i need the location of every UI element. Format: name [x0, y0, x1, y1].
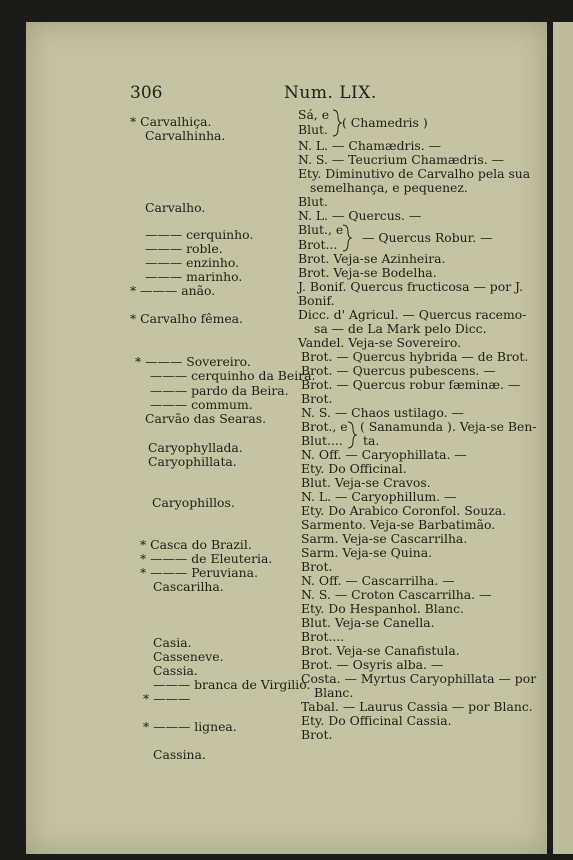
term-line: ——— marinho.: [145, 269, 243, 284]
definition-line: Brot. — Quercus pubescens. —: [301, 363, 496, 378]
definition-line: N. S. — Teucrium Chamædris. —: [298, 152, 504, 167]
term-line: * ——— anão.: [130, 283, 216, 298]
term-line: ——— enzinho.: [145, 255, 240, 270]
definition-line: Brot. Veja-se Bodelha.: [298, 265, 437, 280]
definition-line: Vandel. Veja-se Sovereiro.: [298, 335, 462, 350]
term-line: * Carvalho fêmea.: [130, 311, 243, 326]
definition-line: Brot. Veja-se Azinheira.: [298, 251, 446, 266]
definition-line: Tabal. — Laurus Cassia — por Blanc.: [301, 699, 533, 714]
term-line: ——— roble.: [145, 241, 223, 256]
definition-line: Sarm. Veja-se Cascarrilha.: [301, 531, 468, 546]
definition-line: ( Sanamunda ). Veja-se Ben-: [360, 419, 537, 434]
term-line: Carvalho.: [145, 200, 206, 215]
term-line: Carvalhinha.: [145, 128, 226, 143]
term-line: Caryophillos.: [152, 495, 235, 510]
definition-line: Brot...: [298, 237, 338, 252]
definition-line: Bonif.: [298, 293, 335, 308]
term-line: * Carvalhiça.: [130, 114, 212, 129]
definition-line: N. L. — Quercus. —: [298, 208, 422, 223]
definition-line: N. S. — Chaos ustilago. —: [301, 405, 464, 420]
term-line: ——— pardo da Beira.: [150, 383, 289, 398]
definition-line: Brot. — Osyris alba. —: [301, 657, 444, 672]
term-line: * ———: [143, 691, 191, 706]
definition-line: Ety. Do Hespanhol. Blanc.: [301, 601, 464, 616]
definition-line: Ety. Do Officinal.: [301, 461, 407, 476]
definition-line: Brot.: [301, 727, 333, 742]
term-line: Cassina.: [153, 747, 206, 762]
definition-line: Brot.: [301, 559, 333, 574]
definition-line: Blanc.: [314, 685, 354, 700]
definition-line: Ety. Diminutivo de Carvalho pela sua: [298, 166, 531, 181]
definition-line: Sarmento. Veja-se Barbatimão.: [301, 517, 496, 532]
term-line: ——— cerquinho da Beira.: [150, 368, 316, 383]
term-line: Cascarilha.: [153, 579, 224, 594]
definition-line: Brot....: [301, 629, 345, 644]
term-line: Casseneve.: [153, 649, 224, 664]
definition-line: ( Chamedris ): [342, 115, 428, 130]
definition-line: Dicc. d' Agricul. — Quercus racemo-: [298, 307, 527, 322]
term-line: ——— cerquinho.: [145, 227, 254, 242]
term-line: Caryophyllada.: [148, 440, 243, 455]
term-line: ——— branca de Virgilio.: [153, 677, 311, 692]
definition-line: Ety. Do Officinal Cassia.: [301, 713, 452, 728]
definition-line: Sá, e: [298, 107, 330, 122]
definition-line: ta.: [363, 433, 380, 448]
definition-line: Brot. — Quercus robur fæminæ. —: [301, 377, 521, 392]
definition-line: Blut. Veja-se Canella.: [301, 615, 435, 630]
term-line: Casia.: [153, 635, 192, 650]
definition-line: N. L. — Caryophillum. —: [301, 489, 457, 504]
definition-line: Brot., e: [301, 419, 348, 434]
term-line: * ——— Peruviana.: [140, 565, 258, 580]
definition-line: N. Off. — Caryophillata. —: [301, 447, 467, 462]
definition-line: Brot. — Quercus hybrida — de Brot.: [301, 349, 529, 364]
term-line: * Casca do Brazil.: [140, 537, 252, 552]
page-number: 306: [130, 83, 163, 103]
definition-line: Ety. Do Arabico Coronfol. Souza.: [301, 503, 507, 518]
page-title: Num. LIX.: [284, 83, 377, 103]
definition-line: — Quercus Robur. —: [362, 230, 493, 245]
definition-line: Brot.: [301, 391, 333, 406]
term-line: * ——— de Eleuteria.: [140, 551, 273, 566]
definition-line: N. Off. — Cascarrilha. —: [301, 573, 455, 588]
definition-line: Costa. — Myrtus Caryophillata — por: [301, 671, 537, 686]
definition-line: Blut. Veja-se Cravos.: [301, 475, 431, 490]
definition-line: N. S. — Croton Cascarrilha. —: [301, 587, 492, 602]
definition-line: N. L. — Chamædris. —: [298, 138, 442, 153]
definition-line: Blut., e: [298, 222, 344, 237]
term-line: Caryophillata.: [148, 454, 237, 469]
definition-line: Blut.: [298, 122, 328, 137]
definition-line: J. Bonif. Quercus fructicosa — por J.: [298, 279, 524, 294]
term-line: Cassia.: [153, 663, 198, 678]
term-line: ——— commum.: [150, 397, 253, 412]
definition-line: Brot. Veja-se Canafistula.: [301, 643, 460, 658]
term-line: * ——— lignea.: [143, 719, 237, 734]
definition-line: sa — de La Mark pelo Dicc.: [314, 321, 487, 336]
definition-line: semelhança, e pequenez.: [310, 180, 468, 195]
definition-line: Blut....: [301, 433, 343, 448]
term-line: Carvão das Searas.: [145, 411, 267, 426]
definition-line: Sarm. Veja-se Quina.: [301, 545, 433, 560]
term-line: * ——— Sovereiro.: [135, 354, 251, 369]
definition-line: Blut.: [298, 194, 328, 209]
